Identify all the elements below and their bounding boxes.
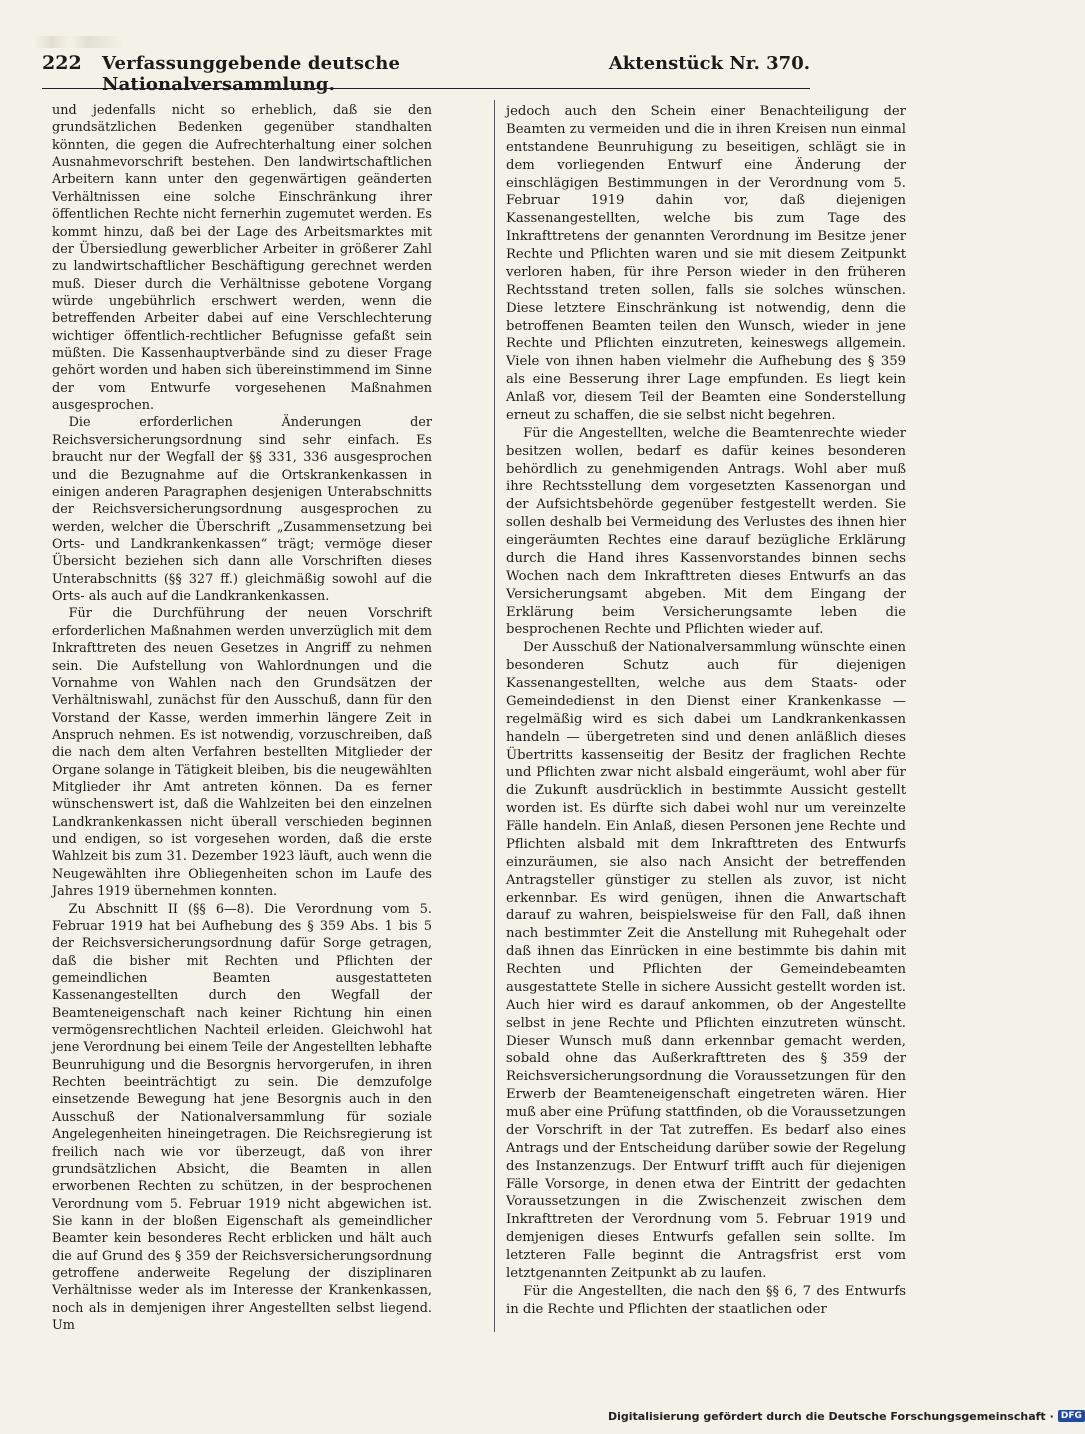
scan-artifact [34,36,124,48]
header-rule [42,88,810,89]
dfg-logo: DFG [1058,1410,1085,1422]
paragraph: Die erforderlichen Änderungen der Reichsversicherungsordnung sind sehr einfach. Es braucht nur der Wegfall der §§ 331, 336 ausgesprochen und die Bezugnahme auf die Ortskrankenkassen in einigen anderen Paragraphen desjenigen Unterabschnitts der Reichsversicherungsordnung ausgesprochen zu werden, welcher die Überschrift „Zusammensetzung bei Orts- und Landkrankenkassen“ trägt; vermöge dieser Übersicht beziehen sich dann alle Vorschriften dieses Unterabschnitts (§§ 327 ff.) gleichmäßig sowohl auf die Orts- als auch auf die Landkrankenkassen. [52,415,432,605]
paragraph: und jedenfalls nicht so erheblich, daß sie den grundsätzlichen Bedenken gegenüber standhalten könnten, die gegen die Aufrechterhaltung einer solchen Ausnahmevorschrift bestehen. Den landwirtschaftlichen Arbeitern kann unter den gegenwärtigen geänderten Verhältnissen eine solche Einschränkung ihrer öffentlichen Rechte nicht fernerhin zugemutet werden. Es kommt hinzu, daß bei der Lage des Arbeitsmarktes mit der Übersiedlung gewerblicher Arbeiter in größerer Zahl zu landwirtschaftlicher Beschäftigung gerechnet werden muß. Dieser durch die Verhältnisse gebotene Vorgang würde ungebührlich erschwert werden, wenn die betreffenden Arbeiter dabei auf eine Verschlechterung wichtiger öffentlich-rechtlicher Befugnisse gefaßt sein müßten. Die Kassenhauptverbände sind zu dieser Frage gehört worden und haben sich übereinstimmend im Sinne der vom Entwurfe vorgesehenen Maßnahmen ausgesprochen. [52,103,432,414]
document-reference: Aktenstück Nr. 370. [608,53,810,74]
column-divider [494,100,495,1332]
separator-dot: · [1049,1409,1054,1423]
paragraph: Der Ausschuß der Nationalversammlung wünschte einen besonderen Schutz auch für diejenigen Kassenangestellten, welche aus dem Staats- oder Gemeindedienst in den Dienst einer Krankenkasse — regelmäßig wird es sich dabei um Landkrankenkassen handeln — übergetreten sind und denen anläßlich dieses Übertritts kassenseitig der Besitz der fraglichen Rechte und Pflichten zwar nicht alsbald eingeräumt, wohl aber für die Zukunft ausdrücklich in bestimmte Aussicht gestellt worden ist. Es dürfte sich dabei wohl nur um vereinzelte Fälle handeln. Ein Anlaß, diesen Personen jene Rechte und Pflichten alsbald mit dem Inkrafttreten des Entwurfs einzuräumen, sie also nach Ansicht der betreffenden Antragsteller günstiger zu stellen als zuvor, ist nicht erkennbar. Es wird genügen, ihnen die Anwartschaft darauf zu wahren, beispielsweise für den Fall, daß ihnen nach bestimmter Zeit die Anstellung mit Ruhegehalt oder daß ihnen das Einrücken in eine bestimmte bis dahin mit Rechten und Pflichten der Gemeindebeamten ausgestattete Stelle in sichere Aussicht gestellt worden ist. Auch hier wird es darauf ankommen, ob der Angestellte selbst in jene Rechte und Pflichten einzutreten wünscht. Dieser Wunsch muß dann erkennbar gemacht werden, sobald ohne das Außerkrafttreten des § 359 der Reichsversicherungsordnung die Voraussetzungen für den Erwerb der Beamteneigenschaft eingetreten wären. Hier muß aber eine Prüfung stattfinden, ob die Voraussetzungen der Vorschrift in der Tat zutreffen. Es bedarf also eines Antrags und der Entscheidung darüber sowie der Regelung des Instanzenzugs. Der Entwurf trifft auch für diejenigen Fälle Vorsorge, in denen etwa der Eintritt der gedachten Voraussetzungen in die Zwischenzeit zwischen dem Inkrafttreten der Verordnung vom 5. Februar 1919 und demjenigen dieses Entwurfs gefallen sein sollte. Im letzteren Falle beginnt die Antragsfrist erst vom letztgenannten Zeitpunkt ab zu laufen. [506,640,906,1281]
running-title: Verfassunggebende deutsche Nationalversammlung. [102,53,401,95]
page-header [42,52,810,95]
paragraph: jedoch auch den Schein einer Benachteiligung der Beamten zu vermeiden und die in ihren Kreisen nun einmal entstandene Beunruhigung zu beseitigen, schlägt sie in dem vorliegenden Entwurf eine Änderung der einschlägigen Bestimmungen in der Verordnung vom 5. Februar 1919 dahin vor, daß diejenigen Kassenangestellten, welche bis zum Tage des Inkrafttretens der genannten Verordnung im Besitze jener Rechte und Pflichten waren und sie mit diesem Zeitpunkt verloren haben, für ihre Person wieder in den früheren Rechtsstand treten sollen, falls sie solches wünschen. Diese letztere Einschränkung ist notwendig, denn die betroffenen Beamten teilen den Wunsch, wieder in jene Rechte und Pflichten einzutreten, keineswegs allgemein. Viele von ihnen haben vielmehr die Aufhebung des § 359 als eine Besserung ihrer Lage empfunden. Es liegt kein Anlaß vor, diesem Teil der Beamten eine Sonderstellung erneut zu schaffen, die sie selbst nicht begehren. [506,104,906,423]
credit-text: Digitalisierung gefördert durch die Deutsche Forschungsgemeinschaft [608,1409,1046,1423]
left-column [52,102,432,1335]
paragraph: Für die Durchführung der neuen Vorschrift erforderlichen Maßnahmen werden unverzüglich mit dem Inkrafttreten des neuen Gesetzes in Angriff zu nehmen sein. Die Aufstellung von Wahlordnungen und die Vornahme von Wahlen nach den Grundsätzen der Verhältniswahl, zunächst für den Ausschuß, dann für den Vorstand der Kasse, werden immerhin längere Zeit in Anspruch nehmen. Es ist notwendig, vorzuschreiben, daß die nach dem alten Verfahren bestellten Mitglieder der Organe solange in Tätigkeit bleiben, bis die neugewählten Mitglieder ihr Amt antreten können. Da es ferner wünschenswert ist, daß die Wahlzeiten bei den einzelnen Landkrankenkassen nicht überall verschieden beginnen und endigen, so ist vorgesehen worden, daß die erste Wahlzeit bis zum 31. Dezember 1923 läuft, auch wenn die Neugewählten ihre Obliegenheiten schon im Laufe des Jahres 1919 übernehmen konnten. [52,606,432,900]
right-column [506,103,906,1319]
digitization-credit [608,1407,1085,1425]
page-number: 222 [42,52,82,74]
paragraph: Für die Angestellten, die nach den §§ 6, 7 des Entwurfs in die Rechte und Pflichten der staatlichen oder [506,1283,906,1317]
paragraph: Für die Angestellten, welche die Beamtenrechte wieder besitzen wollen, bedarf es dafür keines besonderen behördlich zu genehmigenden Antrags. Wohl aber muß ihre Rechtsstellung dem vorgesetzten Kassenorgan und der Aufsichtsbehörde gegenüber festgestellt werden. Sie sollen deshalb bei Vermeidung des Verlustes des ihnen hier eingeräumten Rechtes eine darauf bezügliche Erklärung durch die Hand ihres Kassenvorstandes binnen sechs Wochen nach dem Inkrafttreten dieses Entwurfs an das Versicherungsamt abgeben. Mit dem Eingang der Erklärung beim Versicherungsamte leben die besprochenen Rechte und Pflichten wieder auf. [506,425,906,638]
paragraph: Zu Abschnitt II (§§ 6—8). Die Verordnung vom 5. Februar 1919 hat bei Aufhebung des § 359 Abs. 1 bis 5 der Reichsversicherungsordnung dafür Sorge getragen, daß die bisher mit Rechten und Pflichten der gemeindlichen Beamten ausgestatteten Kassenangestellten durch den Wegfall der Beamteneigenschaft nach keiner Richtung hin einen vermögensrechtlichen Nachteil erleiden. Gleichwohl hat jene Verordnung bei einem Teile der Angestellten lebhafte Beunruhigung und die Besorgnis hervorgerufen, in ihren Rechten beeinträchtigt zu sein. Die demzufolge einsetzende Bewegung hat jene Besorgnis auch in den Ausschuß der Nationalversammlung für soziale Angelegenheiten hineingetragen. Die Reichsregierung ist freilich nach wie vor überzeugt, daß von ihrer grundsätzlichen Absicht, die Beamten in allen erworbenen Rechten zu schützen, in der besprochenen Verordnung vom 5. Februar 1919 nicht abgewichen ist. Sie kann in der bloßen Eigenschaft als gemeindlicher Beamter kein besonderes Recht erblicken und hält auch die auf Grund des § 359 der Reichsversicherungsordnung getroffene anderweite Regelung der disziplinaren Verhältnisse weder als im Interesse der Krankenkassen, noch als in demjenigen ihrer Angestellten selbst liegend. Um [52,901,432,1334]
